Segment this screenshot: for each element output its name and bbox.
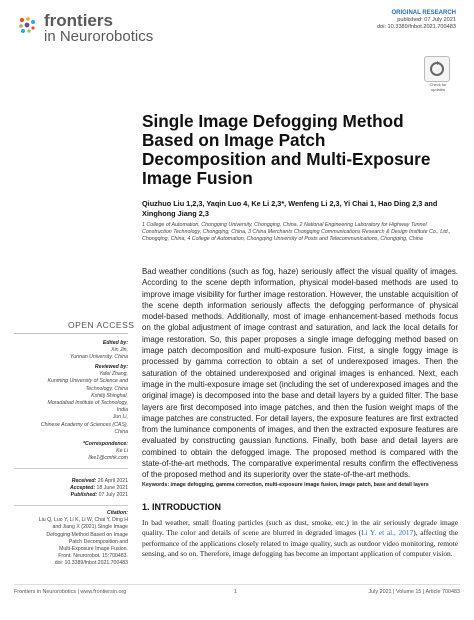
edited-by-block xyxy=(14,340,128,362)
received-label: Received: xyxy=(71,478,97,484)
reviewed-by-label: Reviewed by: xyxy=(94,364,128,370)
divider xyxy=(14,468,128,469)
accepted-date: 18 June 2021 xyxy=(96,485,128,492)
citation-line[interactable]: doi: 10.3389/fnbot.2021.700483 xyxy=(54,560,128,567)
correspondent-email[interactable]: like1@cmhk.com xyxy=(88,455,128,462)
accepted-row xyxy=(14,485,128,492)
frontiers-logo-icon xyxy=(16,14,38,36)
brand-name[interactable]: frontiers xyxy=(44,11,113,30)
citation-line: Patch Decomposition and xyxy=(68,538,128,545)
section-heading-introduction: 1. INTRODUCTION xyxy=(142,502,222,512)
intro-text-end: ), affecting the performance of the applications closely related to image quality, such as outdoor video monitoring, remote sensing, and so on. Therefore, image defogging has become an important application of computer vision. xyxy=(142,528,459,559)
citation-line: and Jiang X (2021) Single Image xyxy=(52,524,128,531)
citation-line: Defogging Method Based on Image xyxy=(46,531,128,538)
divider xyxy=(14,333,128,334)
published-side-date: 07 July 2021 xyxy=(98,492,128,499)
check-updates-button[interactable] xyxy=(424,56,450,82)
reviewer-line: India xyxy=(116,407,128,414)
affiliations: 1 College of Automation, Chongqing University, Chongqing, China, 2 National Engineering Laboratory for Highway Tunnel Construction Technology, Chongqing, China, 3 China Merchants Chongqing Communications Research & Design Institute Co., Ltd., Chongqing, China, 4 College of Automation, Chongqing University of Posts and Telecommunications, Chongqing, China xyxy=(142,222,451,242)
edited-by-label: Edited by: xyxy=(102,340,128,346)
footer-divider xyxy=(14,584,460,585)
article-type: ORIGINAL RESEARCH xyxy=(391,10,456,16)
refresh-icon xyxy=(425,57,449,81)
published-row xyxy=(14,492,128,499)
citation-label: Citation: xyxy=(106,510,128,516)
reviewer-line: Kunming University of Science and xyxy=(47,378,128,385)
citation-line: Liu Q, Luo Y, Li K, Li W, Chai Y, Ding H xyxy=(38,517,128,524)
footer-issue: July 2021 | Volume 15 | Article 700483 xyxy=(368,589,460,595)
correspondence-label: *Correspondence: xyxy=(83,441,128,447)
correspondence-block xyxy=(14,441,128,463)
citation-line: Front. Neurorobot. 15:700483. xyxy=(58,553,128,560)
received-row xyxy=(14,478,128,485)
brand-journal[interactable]: in Neurorobotics xyxy=(44,28,154,45)
divider xyxy=(14,505,128,506)
reviewer-line: Jun Li, xyxy=(112,414,128,421)
keywords: Keywords: image defogging, gamma correction, multi-exposure image fusion, image patch, base and detail layers xyxy=(142,482,429,488)
author-list[interactable]: Qiuzhuo Liu 1,2,3, Yaqin Luo 4, Ke Li 2,3*, Wenfeng Li 2,3, Yi Chai 1, Hao Ding 2,3 and Xinghong Jiang 2,3 xyxy=(142,199,438,218)
article-title: Single Image Defogging Method Based on Image Patch Decomposition and Multi-Exposure Image Fusion xyxy=(142,111,431,188)
page-number: 1 xyxy=(234,589,237,595)
published-label: Published: xyxy=(70,492,98,499)
check-updates-label: Check for updates xyxy=(429,82,447,92)
open-access-label: OPEN ACCESS xyxy=(68,320,135,330)
abstract-text: Bad weather conditions (such as fog, haze) seriously affect the visual quality of images. According to the scene depth information, physical model-based methods are used to improve image visibility for further image restoration. However, the unstable acquisition of the scene depth information seriously affects the defogging performance of physical model-based methods. Additionally, most of image enhancement-based methods focus on the global adjustment of image contrast and saturation, and lack the local details for image restoration. So, this paper proposes a single image defogging method based on image patch decomposition and multi-exposure fusion. First, a single foggy image is processed by gamma correction to obtain a set of underexposed images. Then the saturation of the obtained underexposed and original images is enhanced. Next, each image in the multi-exposure image set (including the set of underexposed images and the original image) is decomposed into the base and detail layers by a guided filter. The base layers are first decomposed into image patches, and then the fusion weight maps of the image patches are constructed. For detail layers, the exposure features are first extracted from the luminance components of images, and then the extracted exposure features are evaluated by constructing gaussian functions. Finally, both base and detail layers are combined to obtain the defogged image. The proposed method is compared with the state-of-the-art methods. The comparative experimental results confirm the effectiveness of the proposed method and its superiority over the state-of-the-art methods. xyxy=(142,267,458,480)
received-date: 26 April 2021 xyxy=(97,478,128,484)
article-meta xyxy=(377,10,456,31)
accepted-label: Accepted: xyxy=(70,485,96,492)
reviewer-line: China xyxy=(114,428,128,435)
published-date: published: 07 July 2021 xyxy=(397,17,456,23)
citation-block xyxy=(14,510,128,568)
footer-journal[interactable]: Frontiers in Neurorobotics | www.frontiersin.org xyxy=(14,589,127,595)
reviewer-line: Yafei Zhang, xyxy=(98,371,128,378)
dates-block xyxy=(14,478,128,500)
article-doi[interactable]: doi: 10.3389/fnbot.2021.700483 xyxy=(376,24,456,30)
citation-line: Multi-Exposure Image Fusion. xyxy=(59,546,128,553)
introduction-paragraph xyxy=(142,518,458,560)
intro-text-start: In bad weather, small floating particles (such as dust, smoke, etc.) in the air seriously degrade image quality. The color and details of scene are blurred in degraded images ( xyxy=(142,518,458,538)
reviewer-line: Kshitij Shinghal, xyxy=(91,392,128,399)
editor-line: Yunnan University, China xyxy=(70,354,128,361)
citation-link[interactable]: Li Y. et al., 2017 xyxy=(361,528,414,538)
correspondent-name: Ke Li xyxy=(116,448,128,455)
reviewer-line: Technology, China xyxy=(85,385,128,392)
reviewed-by-block xyxy=(14,364,128,436)
reviewer-line: Moradabad Institute of Technology, xyxy=(47,400,128,407)
editor-line: Xin Jin, xyxy=(110,347,128,354)
reviewer-line: Chinese Academy of Sciences (CAS), xyxy=(40,421,128,428)
